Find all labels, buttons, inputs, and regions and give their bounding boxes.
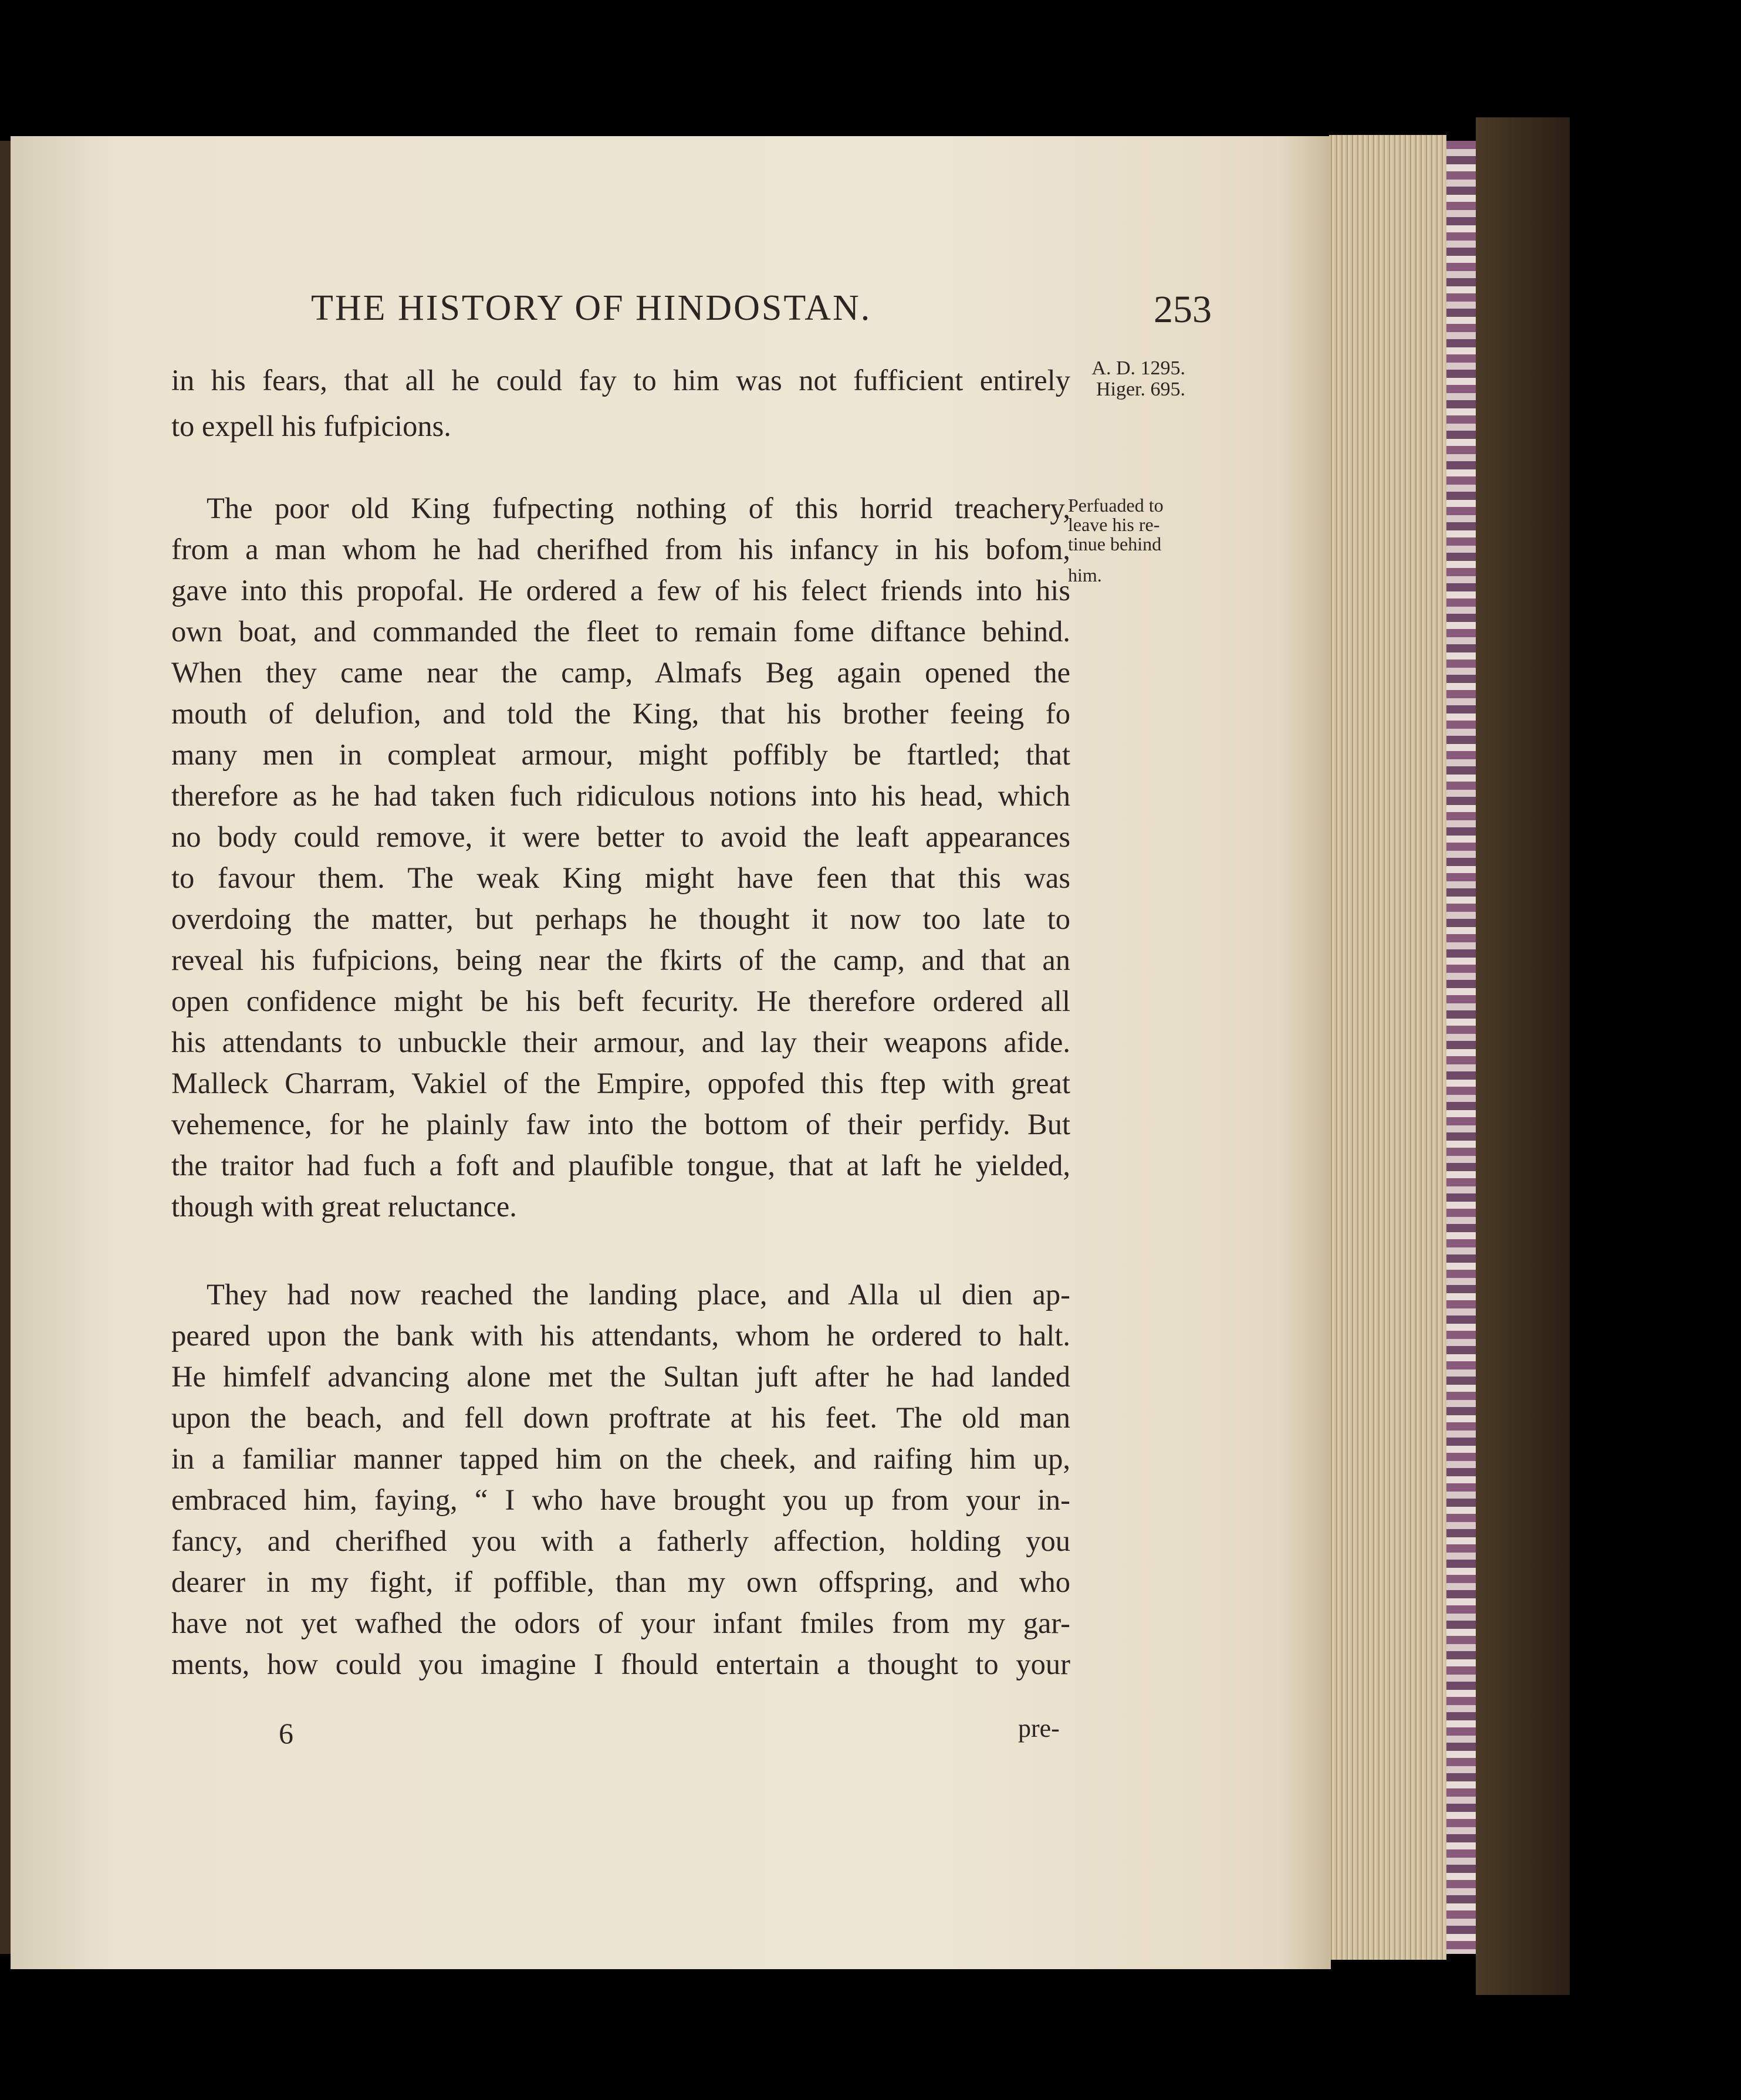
text-line: The poor old King fufpecting nothing of this horrid treachery, [207, 492, 1070, 525]
date-note-line: A. D. 1295. [1091, 357, 1185, 379]
catchword: pre- [1018, 1714, 1060, 1743]
side-note-line: Perfuaded to [1068, 495, 1164, 516]
text-line: in a familiar manner tapped him on the cheek, and raifing him up, [171, 1442, 1070, 1475]
date-note-line: Higer. 695. [1096, 378, 1185, 400]
text-line: reveal his fufpicions, being near the fkirts of the camp, and that an [171, 944, 1070, 976]
text-line: in his fears, that all he could fay to him was not fufficient entirely [171, 364, 1070, 397]
text-line: fancy, and cherifhed you with a fatherly affection, holding you [171, 1524, 1070, 1557]
text-line: no body could remove, it were better to avoid the leaft appearances [171, 820, 1070, 853]
text-line: When they came near the camp, Almafs Beg again opened the [171, 656, 1070, 689]
side-note-line: him. [1068, 564, 1102, 586]
text-line: They had now reached the landing place, and Alla ul dien ap- [207, 1278, 1070, 1311]
text-line: dearer in my fight, if poffible, than my own offspring, and who [171, 1565, 1070, 1598]
text-line: vehemence, for he plainly faw into the bottom of their perfidy. But [171, 1108, 1070, 1141]
side-note-line: tinue behind [1068, 533, 1162, 554]
signature-mark: 6 [279, 1717, 293, 1750]
text-line: to expell his fufpicions. [171, 410, 451, 442]
text-line: the traitor had fuch a foft and plaufible tongue, that at laft he yielded, [171, 1149, 1070, 1182]
text-line: from a man whom he had cherifhed from his infancy in his bofom, [171, 533, 1070, 566]
text-line: own boat, and commanded the fleet to remain fome diftance behind. [171, 615, 1070, 648]
text-line: though with great reluctance. [171, 1190, 517, 1223]
side-note-line: leave his re- [1068, 514, 1160, 535]
text-line: therefore as he had taken fuch ridiculous notions into his head, which [171, 779, 1070, 812]
text-line: have not yet wafhed the odors of your infant fmiles from my gar- [171, 1607, 1070, 1639]
marbled-page-edge [1446, 141, 1476, 1954]
text-line: overdoing the matter, but perhaps he thought it now too late to [171, 902, 1070, 935]
text-line: upon the beach, and fell down proftrate at his feet. The old man [171, 1401, 1070, 1434]
text-line: embraced him, faying, “ I who have brought you up from your in- [171, 1483, 1070, 1516]
text-line: many men in compleat armour, might poffibly be ftartled; that [171, 738, 1070, 771]
page-number: 253 [1154, 288, 1212, 331]
running-head: THE HISTORY OF HINDOSTAN. [311, 288, 872, 328]
text-line: to favour them. The weak King might have feen that this was [171, 861, 1070, 894]
book-cover-board [1476, 117, 1570, 1995]
text-line: mouth of delufion, and told the King, that his brother feeing fo [171, 697, 1070, 730]
text-line: ments, how could you imagine I fhould entertain a thought to your [171, 1648, 1070, 1680]
page-stack-edge [1329, 135, 1446, 1960]
text-line: gave into this propofal. He ordered a few of his felect friends into his [171, 574, 1070, 607]
text-line: Malleck Charram, Vakiel of the Empire, oppofed this ftep with great [171, 1067, 1070, 1100]
text-line: He himfelf advancing alone met the Sultan juft after he had landed [171, 1360, 1070, 1393]
text-line: peared upon the bank with his attendants, whom he ordered to halt. [171, 1319, 1070, 1352]
text-line: open confidence might be his beft fecurity. He therefore ordered all [171, 985, 1070, 1017]
text-line: his attendants to unbuckle their armour, and lay their weapons afide. [171, 1026, 1070, 1059]
